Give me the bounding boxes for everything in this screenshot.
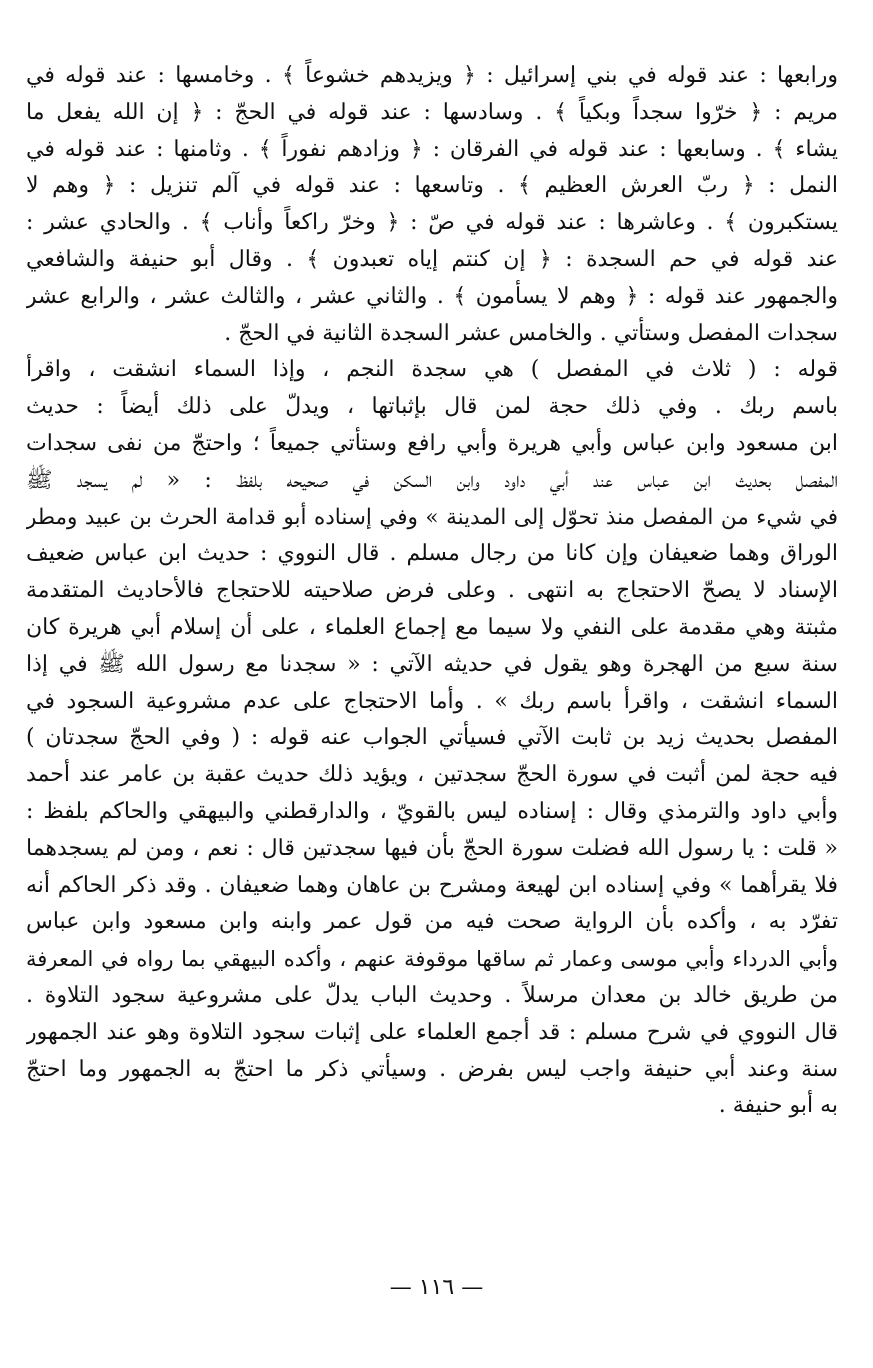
page-number-dash: — bbox=[389, 1275, 412, 1300]
text-line: قوله : ( ثلاث في المفصل ) هي سجدة النجم ، وإذا السماء انشقت ، واقرأ bbox=[26, 357, 838, 383]
text-line: مثبتة وهي مقدمة على النفي ولا سيما مع إجماع العلماء ، على أن إسلام أبي هريرة كان bbox=[26, 614, 838, 640]
text-line: « قلت : يا رسول الله فضلت سورة الحجّ بأن فيها سجدتين قال : نعم ، ومن لم يسجدهما bbox=[26, 835, 838, 861]
text-line: به أبو حنيفة . bbox=[718, 1093, 838, 1119]
text-line: المفصل بحديث زيد بن ثابت الآتي فسيأتي الجواب عنه قوله : ( وفي الحجّ سجدتان ) bbox=[26, 725, 838, 751]
text-line: مريم : ﴿ خرّوا سجداً وبكياً ﴾ . وسادسها : عند قوله في الحجّ : ﴿ إن الله يفعل ما bbox=[26, 99, 838, 125]
text-line: وأبي داود والترمذي وقال : إسناده ليس بالقويّ ، والدارقطني والبيهقي والحاكم بلفظ : bbox=[26, 798, 838, 824]
text-line: باسم ربك . وفي ذلك حجة لمن قال بإثباتها ، ويدلّ على ذلك أيضاً : حديث bbox=[26, 394, 838, 420]
text-line: وأبي الدرداء وأبي موسى وعمار ثم ساقها موقوفة عنهم ، وأكده البيهقي بما رواه في المعرفة bbox=[26, 947, 838, 972]
text-line: سنة وعند أبي حنيفة واجب ليس بفرض . وسيأتي ذكر ما احتجّ به الجمهور وما احتجّ bbox=[26, 1056, 838, 1082]
page-number: ١١٦ bbox=[418, 1275, 455, 1300]
text-line: سنة سبع من الهجرة وهو يقول في حديثه الآتي : « سجدنا مع رسول الله ﷺ في إذا bbox=[26, 651, 838, 677]
text-line: ورابعها : عند قوله في بني إسرائيل : ﴿ ويزيدهم خشوعاً ﴾ . وخامسها : عند قوله في bbox=[26, 63, 838, 88]
text-line: يستكبرون ﴾ . وعاشرها : عند قوله في صّ : ﴿ وخرّ راكعاً وأناب ﴾ . والحادي عشر : bbox=[26, 210, 838, 236]
text-line: والجمهور عند قوله : ﴿ وهم لا يسأمون ﴾ . والثاني عشر ، والثالث عشر ، والرابع عشر bbox=[26, 283, 838, 309]
page-number-dash: — bbox=[461, 1275, 484, 1300]
text-line: ابن مسعود وابن عباس وأبي هريرة وأبي رافع وستأتي جميعاً ؛ واحتجّ من نفى سجدات bbox=[26, 430, 838, 456]
text-line: فيه حجة لمن أثبت في سورة الحجّ سجدتين ، ويؤيد ذلك حديث عقبة بن عامر عند أحمد bbox=[26, 762, 838, 788]
text-line: الإسناد لا يصحّ الاحتجاج به انتهى . وعلى فرض صلاحيته للاحتجاج فالأحاديث المتقدمة bbox=[26, 578, 838, 604]
text-line: عند قوله في حم السجدة : ﴿ إن كنتم إياه تعبدون ﴾ . وقال أبو حنيفة والشافعي bbox=[26, 246, 838, 272]
text-line: النمل : ﴿ ربّ العرش العظيم ﴾ . وتاسعها : عند قوله في آلم تنزيل : ﴿ وهم لا bbox=[26, 173, 838, 199]
text-line: المفصل بحديث ابن عباس عند أبي داود وابن السكن في صحيحه بلفظ : « لم يسجد ﷺ bbox=[26, 467, 838, 493]
text-line: قال النووي في شرح مسلم : قد أجمع العلماء على إثبات سجود التلاوة وهو عند الجمهور bbox=[26, 1019, 838, 1045]
text-line: سجدات المفصل وستأتي . والخامس عشر السجدة الثانية في الحجّ . bbox=[224, 320, 838, 346]
text-line: فلا يقرأهما » وفي إسناده ابن لهيعة ومشرح بن عاهان وهما ضعيفان . وقد ذكر الحاكم أنه bbox=[26, 872, 838, 898]
text-line: في شيء من المفصل منذ تحوّل إلى المدينة » وفي إسناده أبو قدامة الحرث بن عبيد ومطر bbox=[26, 504, 838, 530]
body-text bbox=[26, 58, 838, 1125]
text-line: من طريق خالد بن معدان مرسلاً . وحديث الباب يدلّ على مشروعية سجود التلاوة . bbox=[26, 982, 838, 1008]
text-line: السماء انشقت ، واقرأ باسم ربك » . وأما الاحتجاج على عدم مشروعية السجود في bbox=[26, 688, 838, 714]
text-line: الوراق وهما ضعيفان وإن كانا من رجال مسلم . قال النووي : حديث ابن عباس ضعيف bbox=[26, 541, 838, 567]
text-line: يشاء ﴾ . وسابعها : عند قوله في الفرقان : ﴿ وزادهم نفوراً ﴾ . وثامنها : عند قوله في bbox=[26, 136, 838, 162]
text-line: تفرّد به ، وأكده بأن الرواية صحت فيه من قول عمر وابنه وابن مسعود وابن عباس bbox=[26, 909, 838, 935]
page-number-footer bbox=[0, 1268, 873, 1308]
